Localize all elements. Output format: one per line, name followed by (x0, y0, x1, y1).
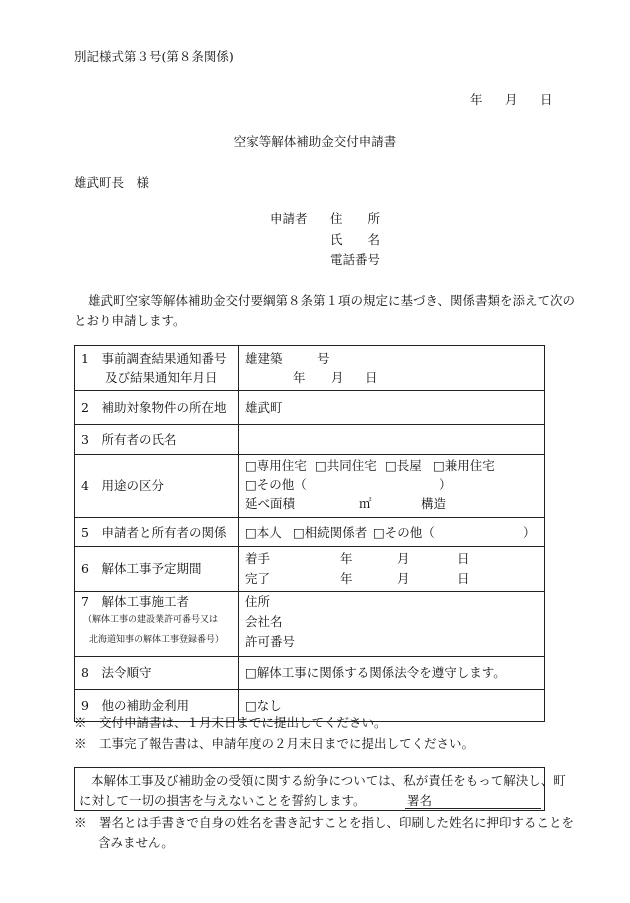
contractor-address-label: 住所 (245, 594, 271, 609)
row1-label-line1: 1 事前調査結果通知番号 (81, 351, 227, 366)
structure-label: 構造 (421, 496, 447, 511)
applicant-name-label: 氏 名 (330, 232, 381, 247)
floor-area-unit: ㎡ (359, 496, 372, 511)
checkbox-row-house[interactable]: □長屋 (385, 458, 422, 473)
row2-label-cell (75, 391, 239, 425)
checkbox-apartment[interactable]: □共同住宅 (315, 458, 377, 473)
row2-label: 2 補助対象物件の所在地 (81, 400, 227, 415)
note-2: ※ 工事完了報告書は、申請年度の２月末日までに提出してください。 (74, 736, 475, 751)
end-label: 完了 (245, 571, 271, 586)
row6-label-cell (75, 547, 239, 592)
row8-label-cell (75, 657, 239, 690)
applicant-phone-label: 電話番号 (330, 252, 381, 267)
applicant-address-label: 住 所 (330, 211, 381, 226)
addressee: 雄武町長 様 (74, 175, 150, 190)
checkbox-heir[interactable]: □相続関係者 (293, 525, 368, 540)
row5-label: 5 申請者と所有者の関係 (81, 525, 227, 540)
checkbox-other-relation[interactable]: □その他（ (373, 525, 435, 540)
row6-value-cell[interactable] (239, 547, 545, 592)
checkbox-self[interactable]: □本人 (245, 525, 282, 540)
declaration-box (74, 767, 566, 811)
row4-paren-close: ） (439, 477, 452, 492)
table-row (75, 391, 545, 425)
table-row (75, 547, 545, 592)
row2-value-cell[interactable] (239, 391, 545, 425)
row5-paren-close: ） (523, 525, 536, 540)
end-day: 日 (457, 571, 470, 586)
contractor-permit-label: 許可番号 (245, 634, 296, 649)
row1-prefix: 雄建築 (245, 351, 283, 366)
table-row (75, 455, 545, 518)
start-label: 着手 (245, 551, 271, 566)
row7-value-cell[interactable] (239, 592, 545, 657)
table-row (75, 657, 545, 690)
row4-label-cell (75, 455, 239, 518)
end-year: 年 (340, 571, 353, 586)
row8-label: 8 法令順守 (81, 665, 152, 680)
contractor-company-label: 会社名 (245, 614, 283, 629)
row7-label: 7 解体工事施工者 (81, 594, 189, 609)
row1-value-cell[interactable] (239, 346, 545, 391)
row6-label: 6 解体工事予定期間 (81, 561, 202, 576)
body-text-line1: 雄武町空家等解体補助金交付要綱第８条第１項の規定に基づき、関係書類を添えて次の (88, 293, 576, 308)
row8-value-cell (239, 657, 545, 690)
note-1: ※ 交付申請書は、１月末日までに提出してください。 (74, 715, 387, 730)
table-row (75, 346, 545, 391)
row7-note-line2: 北海道知事の解体工事登録番号） (89, 635, 225, 645)
checkbox-law-compliance[interactable]: □解体工事に関係する関係法令を遵守します。 (245, 665, 506, 680)
checkbox-combined-house[interactable]: □兼用住宅 (433, 458, 495, 473)
end-month: 月 (397, 571, 410, 586)
date-year-label: 年 (470, 92, 483, 107)
start-day: 日 (457, 551, 470, 566)
start-month: 月 (397, 551, 410, 566)
application-table (74, 345, 545, 722)
row1-month: 月 (331, 370, 344, 385)
floor-area-label: 延べ面積 (245, 496, 296, 511)
row4-value-cell (239, 455, 545, 518)
row3-label: 3 所有者の氏名 (81, 432, 177, 447)
row3-value-cell[interactable] (239, 425, 545, 455)
signature-label: 署名 (407, 793, 433, 808)
document-title: 空家等解体補助金交付申請書 (233, 134, 397, 149)
checkbox-other-use[interactable]: □その他（ (245, 477, 307, 492)
row7-label-cell (75, 592, 239, 657)
row5-label-cell (75, 518, 239, 547)
row3-label-cell (75, 425, 239, 455)
applicant-label: 申請者 (270, 211, 308, 226)
row1-day: 日 (365, 370, 378, 385)
checkbox-dedicated-house[interactable]: □専用住宅 (245, 458, 307, 473)
declaration-line2: に対して一切の損害を与えないことを誓約します。 (79, 793, 366, 808)
row5-value-cell (239, 518, 545, 547)
row1-number-suffix: 号 (317, 351, 330, 366)
signature-line[interactable] (405, 808, 541, 809)
row2-value: 雄武町 (245, 400, 283, 415)
row1-label-cell (75, 346, 239, 391)
start-year: 年 (340, 551, 353, 566)
footnote-line1: ※ 署名とは手書きで自身の姓名を書き記すことを指し、印刷した姓名に押印することを (74, 815, 575, 830)
footnote-line2: 含みません。 (98, 835, 174, 850)
row4-label: 4 用途の区分 (81, 478, 164, 493)
declaration-line1: 本解体工事及び補助金の受領に関する紛争については、私が責任をもって解決し、町 (91, 773, 566, 788)
table-row (75, 518, 545, 547)
row7-note-line1: （解体工事の建設業許可番号又は (83, 615, 219, 625)
row1-year: 年 (293, 370, 306, 385)
body-text-line2: とおり申請します。 (74, 313, 186, 328)
checkbox-no-other-subsidy[interactable]: □なし (245, 698, 282, 713)
table-row (75, 425, 545, 455)
form-number: 別記様式第３号(第８条関係) (74, 49, 234, 64)
row9-label: 9 他の補助金利用 (81, 698, 189, 713)
row1-label-line2: 及び結果通知年月日 (105, 370, 218, 385)
date-day-label: 日 (540, 92, 553, 107)
table-row (75, 592, 545, 657)
date-month-label: 月 (505, 92, 518, 107)
